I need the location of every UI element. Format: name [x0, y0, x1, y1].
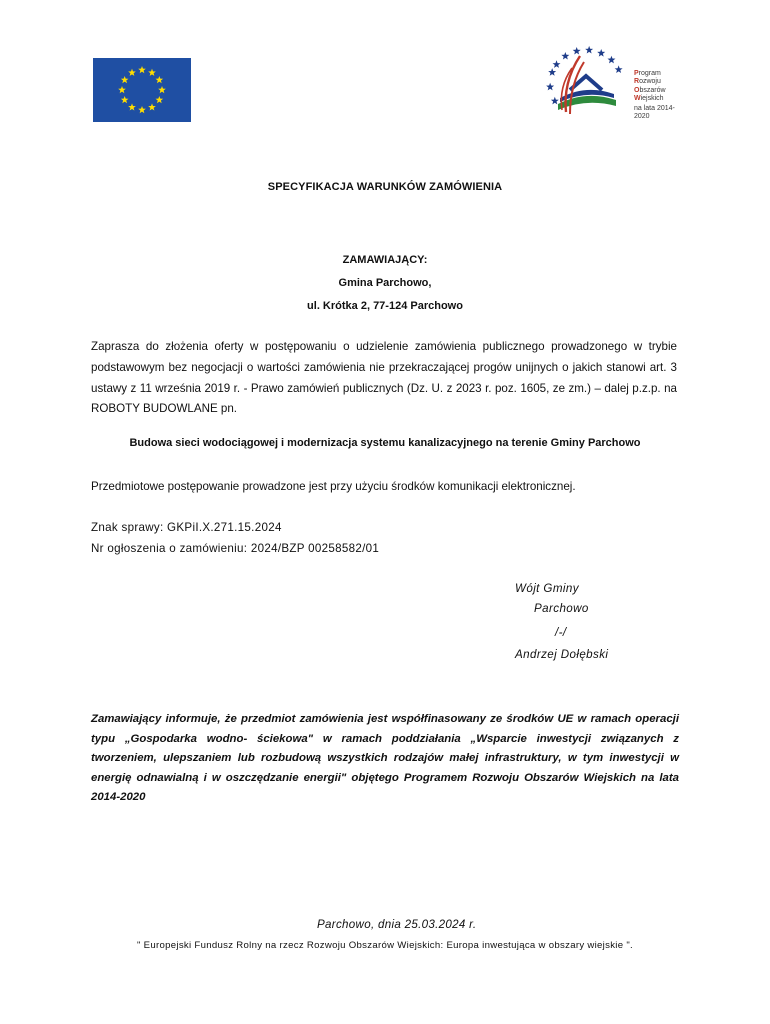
- eu-flag-logo: [93, 58, 191, 122]
- prow-star-icon: [573, 47, 581, 55]
- ordering-party-name: Gmina Parchowo,: [338, 277, 432, 289]
- announcement-number: Nr ogłoszenia o zamówieniu: 2024/BZP 00258582/01: [91, 542, 380, 555]
- signature-municipality: Parchowo: [534, 602, 589, 615]
- intro-paragraph: Zaprasza do złożenia oferty w postępowaniu o udzielenie zamówienia publicznego prowadzonego w trybie podstawowym bez negocjacji o wartości zamówienia nie przekraczającej progów unijnych o jakich stanowi art. 3 ustawy z 11 września 2019 r. - Prawo zamówień publicznych (Dz. U. z 2023 r. poz. 1605, ze zm.) – dalej p.z.p. na ROBOTY BUDOWLANE pn.: [91, 340, 677, 416]
- prow-star-icon: [607, 56, 615, 64]
- prow-letter-r: R: [634, 78, 640, 86]
- signature-title: Wójt Gminy: [515, 582, 579, 595]
- prow-letter-w: W: [634, 95, 641, 103]
- project-title: Budowa sieci wodociągowej i modernizacja systemu kanalizacyjnego na terenie Gminy Parchowo: [129, 437, 641, 449]
- prow-letter-o: O: [634, 86, 640, 94]
- signature-name: Andrzej Dołębski: [515, 648, 609, 661]
- case-number: Znak sprawy: GKPiI.X.271.15.2024: [91, 521, 282, 534]
- eu-flag-icon: [93, 58, 191, 122]
- prow-star-icon: [553, 60, 561, 68]
- prow-logo-text: [634, 70, 680, 121]
- prow-star-icon: [551, 97, 559, 105]
- prow-letter-p: P: [634, 70, 639, 77]
- signature-mark: /-/: [555, 626, 567, 639]
- ordering-party-address: ul. Krótka 2, 77-124 Parchowo: [307, 300, 463, 312]
- cofinancing-note: Zamawiający informuje, że przedmiot zamówienia jest współfinasowany ze środków UE w ramach operacji typu „Gospodarka wodno- ściekowa" w ramach poddziałania „Wsparcie inwestycji związanych z tworzeniem, ulepszaniem lub rozbudową wszystkich rodzajów małej infrastruktury, w tym inwestycji w energię odnawialną i w oszczędzanie energii" objętego Programem Rozwoju Obszarów Wiejskich na lata 2014-2020: [91, 713, 679, 804]
- prow-word-program: rogram: [638, 70, 661, 77]
- electronic-note: Przedmiotowe postępowanie prowadzone jest przy użyciu środków komunikacji elektronicznej.: [91, 480, 576, 493]
- prow-word-obszarow: bszarów: [639, 86, 666, 94]
- ordering-party: [0, 249, 770, 318]
- footer-note: " Europejski Fundusz Rolny na rzecz Rozwoju Obszarów Wiejskich: Europa inwestująca w obszary wiejskie ".: [136, 940, 634, 951]
- prow-star-icon: [585, 46, 593, 54]
- prow-logo: [540, 44, 680, 124]
- prow-star-icon: [561, 52, 569, 60]
- place-date: Parchowo, dnia 25.03.2024 r.: [317, 918, 477, 931]
- ordering-party-label: ZAMAWIAJĄCY:: [342, 254, 428, 266]
- prow-star-icon: [597, 49, 605, 57]
- prow-word-rozwoju: ozwoju: [639, 78, 661, 86]
- prow-years: na lata 2014-2020: [634, 104, 675, 121]
- prow-emblem-icon: [540, 44, 632, 120]
- prow-star-icon: [546, 83, 554, 91]
- prow-star-icon: [548, 68, 556, 76]
- document-title: SPECYFIKACJA WARUNKÓW ZAMÓWIENIA: [267, 181, 503, 193]
- prow-word-wiejskich: iejskich: [640, 95, 664, 103]
- prow-star-icon: [615, 65, 623, 73]
